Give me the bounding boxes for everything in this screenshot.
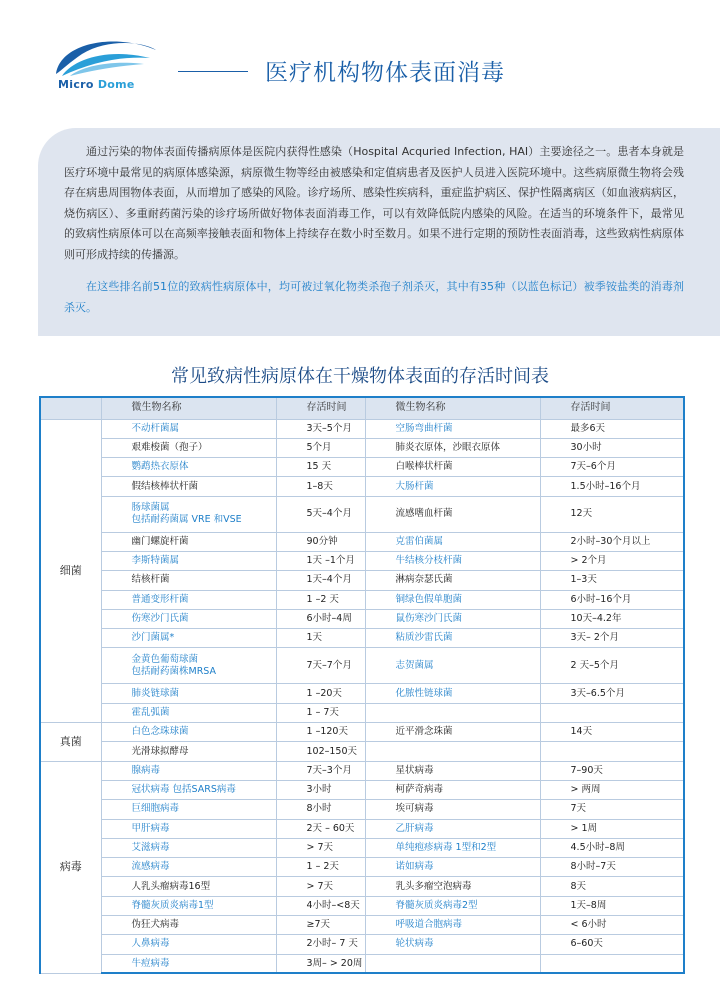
microbe-name-cell: 白色念珠球菌 (101, 723, 276, 742)
page-title: 医疗机构物体表面消毒 (265, 60, 505, 86)
header-category (40, 397, 101, 419)
microbe-name-cell: 腺病毒 (101, 761, 276, 780)
survival-time-cell: 1天–8周 (540, 896, 684, 915)
microbe-name-cell: 铜绿色假单胞菌 (365, 590, 540, 609)
survival-time-cell: 2小时– 7 天 (276, 935, 365, 954)
microbe-name-cell (365, 742, 540, 761)
survival-time-cell: 1天 –1个月 (276, 551, 365, 570)
survival-time-cell: 8小时–7天 (540, 858, 684, 877)
microbe-name-cell: 化脓性链球菌 (365, 684, 540, 703)
table-row (40, 838, 684, 857)
table-row (40, 496, 684, 532)
header-name-2: 微生物名称 (365, 397, 540, 419)
microbe-name-cell: 星状病毒 (365, 761, 540, 780)
table-row (40, 684, 684, 703)
table-row (40, 551, 684, 570)
microbe-name-cell: 普通变形杆菌 (101, 590, 276, 609)
table-header-row (40, 397, 684, 419)
header-time-1: 存活时间 (276, 397, 365, 419)
microbe-name-cell: 霍乱弧菌 (101, 703, 276, 722)
survival-time-cell: 6–60天 (540, 935, 684, 954)
microbe-name-cell (101, 496, 276, 532)
survival-time-cell: 7天–3个月 (276, 761, 365, 780)
table-row (40, 477, 684, 496)
microbe-name-cell (101, 648, 276, 684)
title-divider (178, 71, 248, 72)
table-row (40, 800, 684, 819)
microbe-name-subline: 包括耐药菌株MRSA (131, 665, 217, 677)
survival-time-cell: 8小时 (276, 800, 365, 819)
table-row (40, 916, 684, 935)
microbe-name-cell: 轮状病毒 (365, 935, 540, 954)
survival-time-cell: 4小时–<8天 (276, 896, 365, 915)
survival-time-cell: 7天–7个月 (276, 648, 365, 684)
microbe-name-cell: 白喉棒状杆菌 (365, 458, 540, 477)
category-cell: 真菌 (40, 723, 101, 762)
microbe-name-cell: 艾滋病毒 (101, 838, 276, 857)
survival-time-cell: 2天 – 60天 (276, 819, 365, 838)
microbe-name-cell: 粘质沙雷氏菌 (365, 629, 540, 648)
table-row (40, 703, 684, 722)
page-header (0, 0, 720, 110)
survival-time-cell: 2小时–30个月以上 (540, 532, 684, 551)
microbe-name-cell: 淋病奈瑟氏菌 (365, 571, 540, 590)
table-row (40, 780, 684, 799)
survival-time-cell: 2 天–5个月 (540, 648, 684, 684)
microbe-name-cell: 结核杆菌 (101, 571, 276, 590)
microbe-name-cell: 伪狂犬病毒 (101, 916, 276, 935)
table-row (40, 877, 684, 896)
survival-time-cell: 30小时 (540, 438, 684, 457)
survival-time-cell: 14天 (540, 723, 684, 742)
microbe-name-cell: 单纯疱疹病毒 1型和2型 (365, 838, 540, 857)
survival-time-cell: 3天– 2个月 (540, 629, 684, 648)
survival-time-cell: 5天–4个月 (276, 496, 365, 532)
table-row (40, 571, 684, 590)
survival-time-cell: 102–150天 (276, 742, 365, 761)
survival-time-cell: > 1周 (540, 819, 684, 838)
category-cell: 病毒 (40, 761, 101, 973)
table-row (40, 648, 684, 684)
microbe-name-cell: 志贺菌属 (365, 648, 540, 684)
microbe-name-cell: 脊髓灰质炎病毒2型 (365, 896, 540, 915)
survival-time-cell: 1 –2 天 (276, 590, 365, 609)
microbe-name-cell: 鼠伤寒沙门氏菌 (365, 609, 540, 628)
logo-wordmark: Micro Dome (58, 78, 135, 91)
table-row (40, 742, 684, 761)
microbe-name-cell: 光滑球拟酵母 (101, 742, 276, 761)
survival-time-cell: 1 – 2天 (276, 858, 365, 877)
survival-time-cell: 4.5小时–8周 (540, 838, 684, 857)
microbe-name-cell: 埃可病毒 (365, 800, 540, 819)
intro-paragraph: 通过污染的物体表面传播病原体是医院内获得性感染（Hospital Acquried Infection, HAI）主要途径之一。患者本身就是医疗环境中最常见的病原体感染源，病原微生物等经由被感染和定值病患者及医护人员进入医院环境中。这些病原微生物将会残存在病患周围物体表面，从而增加了感染的风险。诊疗场所、感染性疾病科，重症监护病区、保护性隔离病区（如血液病病区，烧伤病区）、多重耐药菌污染的诊疗场所做好物体表面消毒工作，可以有效降低院内感染的风险。在适当的环境条件下，最常见的致病性病原体可以在高频率接触表面和物体上持续存在数小时至数月。如果不进行定期的预防性表面消毒，这些致病性病原体则可形成持续的传播源。 (64, 145, 684, 261)
table-row (40, 954, 684, 973)
microbe-name-cell: 幽门螺旋杆菌 (101, 532, 276, 551)
survival-time-cell: 8天 (540, 877, 684, 896)
category-cell: 细菌 (40, 419, 101, 723)
microbe-name-cell: 冠状病毒 包括SARS病毒 (101, 780, 276, 799)
microbe-name-cell: 肺炎衣原体，沙眼衣原体 (365, 438, 540, 457)
microbe-name-cell: 大肠杆菌 (365, 477, 540, 496)
microbe-name-cell: 伤寒沙门氏菌 (101, 609, 276, 628)
survival-time-cell: 1 – 7天 (276, 703, 365, 722)
table-row (40, 438, 684, 457)
microbe-name-cell: 脊髓灰质炎病毒1型 (101, 896, 276, 915)
survival-time-table (39, 396, 685, 974)
microbe-name-cell: 肺炎链球菌 (101, 684, 276, 703)
survival-time-cell (540, 703, 684, 722)
microbe-name-subline: 包括耐药菌属 VRE 和VSE (131, 514, 242, 526)
table-row (40, 935, 684, 954)
table-row (40, 723, 684, 742)
survival-time-cell (540, 742, 684, 761)
survival-time-cell: 90分钟 (276, 532, 365, 551)
survival-time-cell: > 7天 (276, 838, 365, 857)
survival-time-cell: 3小时 (276, 780, 365, 799)
microbe-name-cell: 鹦鹉热衣原体 (101, 458, 276, 477)
survival-time-cell (540, 954, 684, 973)
survival-time-cell: > 7天 (276, 877, 365, 896)
survival-time-cell: ≥7天 (276, 916, 365, 935)
survival-time-cell: 15 天 (276, 458, 365, 477)
survival-time-cell: 6小时–4周 (276, 609, 365, 628)
header-name-1: 微生物名称 (101, 397, 276, 419)
table-row (40, 858, 684, 877)
survival-time-cell: 12天 (540, 496, 684, 532)
microbe-name-cell (365, 954, 540, 973)
microbe-name-cell: 流感嗜血杆菌 (365, 496, 540, 532)
survival-time-cell: < 6小时 (540, 916, 684, 935)
microbe-name-cell: 牛结核分枝杆菌 (365, 551, 540, 570)
survival-time-cell: 7天 (540, 800, 684, 819)
survival-time-cell: 7天–6个月 (540, 458, 684, 477)
header-time-2: 存活时间 (540, 397, 684, 419)
survival-time-cell: 1–8天 (276, 477, 365, 496)
microbe-name-cell: 近平滑念珠菌 (365, 723, 540, 742)
microbe-name-cell: 乳头多瘤空泡病毒 (365, 877, 540, 896)
survival-time-cell: 1 –20天 (276, 684, 365, 703)
table-row (40, 609, 684, 628)
microbe-name-cell: 呼吸道合胞病毒 (365, 916, 540, 935)
table-row (40, 419, 684, 438)
survival-time-cell: 10天–4.2年 (540, 609, 684, 628)
survival-time-cell: > 两周 (540, 780, 684, 799)
survival-time-cell: 1.5小时–16个月 (540, 477, 684, 496)
survival-time-cell: 6小时–16个月 (540, 590, 684, 609)
survival-time-cell: 1 –120天 (276, 723, 365, 742)
microbe-name-cell: 乙肝病毒 (365, 819, 540, 838)
microbe-name-cell: 巨细胞病毒 (101, 800, 276, 819)
microbe-name-cell (365, 703, 540, 722)
microbe-name-cell: 艰难梭菌（孢子） (101, 438, 276, 457)
table-title: 常见致病性病原体在干燥物体表面的存活时间表 (171, 366, 549, 387)
microbe-name-cell: 人鼻病毒 (101, 935, 276, 954)
survival-time-cell: 5个月 (276, 438, 365, 457)
table-row (40, 819, 684, 838)
survival-time-cell: 1–3天 (540, 571, 684, 590)
survival-time-cell: 3天–6.5个月 (540, 684, 684, 703)
microbe-name-cell: 流感病毒 (101, 858, 276, 877)
table-row (40, 629, 684, 648)
intro-panel (38, 128, 720, 336)
microbe-name-cell: 假结核棒状杆菌 (101, 477, 276, 496)
table-row (40, 458, 684, 477)
microbe-name-cell: 李斯特菌属 (101, 551, 276, 570)
table-row (40, 761, 684, 780)
table-row (40, 896, 684, 915)
microbe-name-cell: 甲肝病毒 (101, 819, 276, 838)
microbe-name-cell: 柯萨奇病毒 (365, 780, 540, 799)
microbe-name-cell: 不动杆菌属 (101, 419, 276, 438)
survival-time-cell: 3周– > 20周 (276, 954, 365, 973)
survival-time-cell: 3天–5个月 (276, 419, 365, 438)
microbe-name-line: 金黄色葡萄球菌 (131, 653, 199, 665)
survival-time-cell: 1天–4个月 (276, 571, 365, 590)
microbe-name-cell: 沙门菌属* (101, 629, 276, 648)
microbe-name-cell: 诺如病毒 (365, 858, 540, 877)
microbe-name-cell: 人乳头瘤病毒16型 (101, 877, 276, 896)
microbe-name-cell: 空肠弯曲杆菌 (365, 419, 540, 438)
intro-highlight-paragraph: 在这些排名前51位的致病性病原体中，均可被过氧化物类杀孢子剂杀灭，其中有35种（以蓝色标记）被季铵盐类的消毒剂杀灭。 (64, 280, 684, 314)
table-row (40, 590, 684, 609)
microbe-name-line: 肠球菌属 (131, 502, 170, 514)
table-row (40, 532, 684, 551)
microbe-name-cell: 克雷伯菌属 (365, 532, 540, 551)
microbe-name-cell: 牛痘病毒 (101, 954, 276, 973)
survival-time-cell: > 2个月 (540, 551, 684, 570)
survival-time-cell: 最多6天 (540, 419, 684, 438)
survival-time-cell: 7–90天 (540, 761, 684, 780)
survival-time-cell: 1天 (276, 629, 365, 648)
